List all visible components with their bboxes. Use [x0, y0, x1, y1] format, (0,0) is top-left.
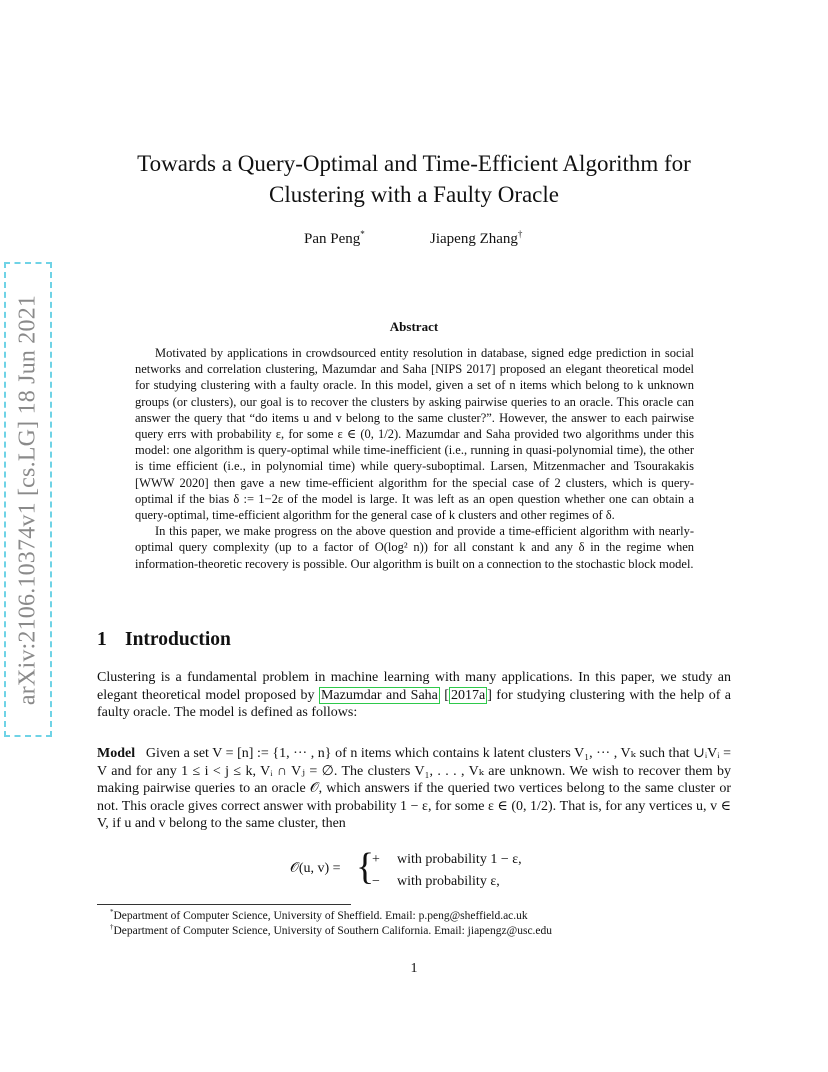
abstract-heading: Abstract: [389, 319, 439, 334]
author-1-mark: *: [360, 229, 365, 239]
footnote-2-mark: †: [110, 923, 114, 931]
paper-title-line-1: Towards a Query-Optimal and Time-Efficient Algorithm for: [137, 151, 691, 176]
citation-link-year[interactable]: 2017a: [450, 687, 486, 703]
intro-paragraph: Clustering is a fundamental problem in machine learning with many applications. In this paper, we study an elegant theoretical model proposed by Mazumdar and Saha [ 2017a ] for studying clustering with the help of a faulty oracle. The model is defined as follows:: [97, 670, 731, 721]
equation-lhs: 𝒪(u, v) =: [290, 861, 341, 876]
section-title: Introduction: [125, 629, 231, 650]
case-1-text: with probability 1 − ε,: [397, 852, 522, 867]
author-2-mark: †: [517, 229, 523, 239]
arxiv-stamp-text: arXiv:2106.10374v1 [cs.LG] 18 Jun 2021: [14, 294, 41, 705]
footnote-1-text: Department of Computer Science, University of Sheffield. Email: p.peng@sheffield.ac.uk: [113, 909, 528, 922]
footnote-1-mark: *: [110, 908, 114, 916]
paper-title-line-2: Clustering with a Faulty Oracle: [269, 182, 559, 207]
abstract-body: [135, 345, 694, 572]
citation-link-authors[interactable]: Mazumdar and Saha: [320, 687, 438, 703]
author-2: [430, 229, 522, 248]
intro-text-after: for studying clustering with the help of a faulty oracle. The model is defined as follows:: [97, 687, 731, 721]
case-2-sign: −: [372, 874, 380, 889]
footnote-1: [110, 908, 528, 922]
model-label: Model: [97, 746, 136, 761]
intro-text-before: Clustering is a fundamental problem in machine learning with many applications. In this paper, we study an elegant theoretical model proposed by: [97, 670, 731, 703]
section-heading: [97, 629, 231, 651]
section-number: 1: [97, 629, 107, 650]
equation-brace: {: [356, 846, 375, 888]
model-text: Given a set V = [n] := {1, ··· , n} of n items which contains k latent clusters V₁, ··· , Vₖ such that ∪ᵢVᵢ = V and for any 1 ≤ i < j ≤ k, Vᵢ ∩ Vⱼ = ∅. The clusters V₁, . . . , Vₖ are unknown. We wish to recover them by making pairwise queries to an oracle 𝒪, which answers if the queried two vertices belong to the same cluster or not. This oracle gives correct answer with probability 1 − ε, for some ε ∈ (0, 1/2). That is, for any vertices u, v ∈ V, if u and v belong to the same cluster, then: [97, 746, 732, 832]
model-paragraph: [97, 745, 731, 833]
footnote-2-text: Department of Computer Science, University of Southern California. Email: jiapengz@usc.edu: [113, 924, 553, 937]
page-number: 1: [410, 961, 418, 976]
author-2-name: Jiapeng Zhang: [430, 231, 518, 247]
author-1-name: Pan Peng: [304, 231, 361, 247]
case-1-sign: +: [372, 852, 380, 867]
case-2-text: with probability ε,: [397, 874, 500, 889]
footnote-rule: [97, 904, 351, 905]
footnote-2: [110, 923, 552, 937]
abstract-paragraph-1: Motivated by applications in crowdsourced entity resolution in database, signed edge prediction in social networks and correlation clustering, Mazumdar and Saha [NIPS 2017] proposed an elegant theoretical model for studying clustering with a faulty oracle. In this model, given a set of n items which belong to k unknown groups (or clusters), our goal is to recover the clusters by asking pairwise queries to an oracle. This oracle can answer the query that “do items u and v belong to the same cluster?”. However, the answer to each pairwise query errs with probability ε, for some ε ∈ (0, 1/2). Mazumdar and Saha provided two algorithms under this model: one algorithm is query-optimal while time-inefficient (i.e., running in quasi-polynomial time), the other is time efficient (i.e., in polynomial time) while query-suboptimal. Larsen, Mitzenmacher and Tsourakakis [WWW 2020] then gave a new time-efficient algorithm for the special case of 2 clusters, which is query-optimal if the bias δ := 1−2ε of the model is large. It was left as an open question whether one can obtain a query-optimal, time-efficient algorithm for the general case of k clusters and other regimes of δ.: [135, 346, 694, 523]
abstract-paragraph-2: In this paper, we make progress on the above question and provide a time-efficient algorithm with nearly-optimal query complexity (up to a factor of O(log² n)) for all constant k and any δ in the regime when information-theoretic recovery is possible. Our algorithm is built on a connection to the stochastic block model.: [135, 524, 694, 571]
author-1: [304, 229, 365, 248]
